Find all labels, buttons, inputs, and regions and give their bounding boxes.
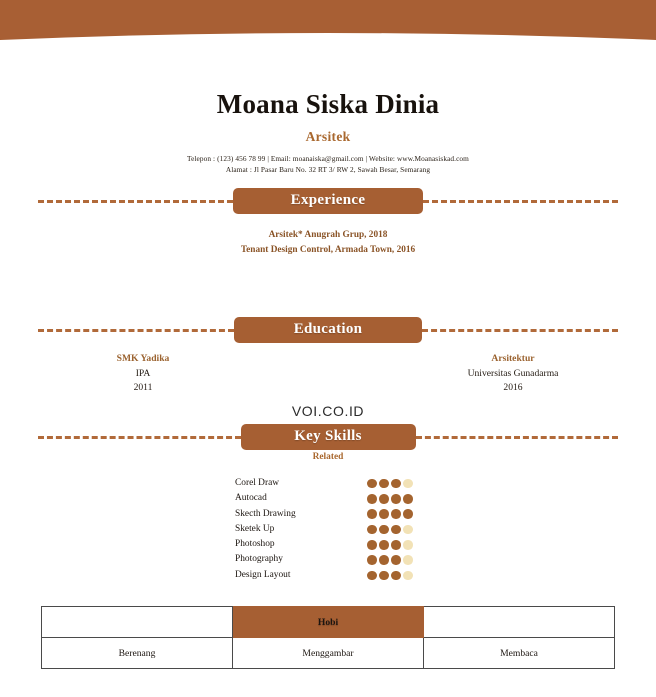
rating-dot-filled [367, 479, 377, 489]
rating-dot-filled [367, 555, 377, 565]
education-major: IPA [135, 367, 151, 379]
skill-row [235, 476, 435, 491]
rating-dot-filled [391, 571, 401, 581]
education-list [38, 352, 618, 396]
table-row [42, 607, 615, 638]
skill-label: Autocad [235, 493, 267, 504]
rating-dot-empty [403, 571, 413, 581]
rating-dot-filled [403, 494, 413, 504]
skill-row [235, 507, 435, 522]
education-year: 2011 [133, 382, 153, 394]
skill-label: Sketek Up [235, 523, 275, 534]
skill-row [235, 552, 435, 567]
experience-item: Arsitek* Anugrah Grup, 2018 [268, 230, 388, 240]
section-title-hobi: Hobi [233, 607, 424, 638]
rating-dot-empty [403, 555, 413, 565]
skill-rating-dots [367, 571, 413, 581]
hobi-table [41, 606, 615, 669]
rating-dot-empty [403, 479, 413, 489]
skill-label: Design Layout [235, 569, 291, 580]
rating-dot-filled [379, 571, 389, 581]
skill-row [235, 522, 435, 537]
section-title-key-skills: Key Skills [241, 424, 416, 450]
rating-dot-filled [367, 525, 377, 535]
education-entry [38, 352, 248, 396]
candidate-name: Moana Siska Dinia [216, 89, 440, 119]
section-title-education: Education [234, 317, 422, 343]
education-year: 2016 [503, 382, 523, 394]
rating-dot-filled [391, 540, 401, 550]
rating-dot-filled [379, 540, 389, 550]
hobi-item-cell: Menggambar [233, 638, 424, 669]
skill-rating-dots [367, 555, 413, 565]
watermark-text: VOI.CO.ID [291, 403, 365, 419]
hobi-blank-cell-right [424, 607, 615, 638]
hobi-blank-cell-left [42, 607, 233, 638]
candidate-job-title: Arsitek [305, 128, 351, 144]
skill-label: Photoshop [235, 539, 275, 550]
hobi-item-cell: Berenang [42, 638, 233, 669]
rating-dot-filled [403, 509, 413, 519]
rating-dot-filled [391, 509, 401, 519]
experience-list [0, 228, 656, 259]
section-header-experience [38, 188, 618, 214]
dashed-rule-right [422, 329, 618, 332]
rating-dot-filled [391, 494, 401, 504]
rating-dot-filled [379, 479, 389, 489]
section-header-education [38, 317, 618, 343]
skill-rating-dots [367, 494, 413, 504]
dashed-rule-right [423, 200, 618, 203]
dashed-rule-left [38, 329, 234, 332]
rating-dot-filled [379, 509, 389, 519]
rating-dot-filled [379, 494, 389, 504]
dashed-rule-left [38, 436, 241, 439]
education-school: Arsitektur [491, 353, 535, 364]
section-header-key-skills [38, 424, 618, 450]
rating-dot-filled [367, 494, 377, 504]
skill-row [235, 491, 435, 506]
experience-item: Tenant Design Control, Armada Town, 2016 [240, 245, 416, 256]
rating-dot-filled [367, 571, 377, 581]
contact-details: Telepon : (123) 456 78 99 | Email: moanaiska@gmail.com | Website: www.Moanasiskad.com [187, 153, 469, 163]
skill-label: Corel Draw [235, 477, 279, 488]
skills-list [235, 476, 435, 583]
rating-dot-empty [403, 540, 413, 550]
rating-dot-filled [391, 555, 401, 565]
dashed-rule-left [38, 200, 233, 203]
skill-rating-dots [367, 479, 413, 489]
skill-rating-dots [367, 540, 413, 550]
hobi-item-cell: Membaca [424, 638, 615, 669]
table-row [42, 638, 615, 669]
skills-subheading: Related [312, 452, 344, 462]
education-entry [408, 352, 618, 396]
rating-dot-filled [391, 479, 401, 489]
education-school: SMK Yadika [116, 353, 170, 364]
rating-dot-filled [379, 555, 389, 565]
rating-dot-filled [367, 509, 377, 519]
skill-label: Skecth Drawing [235, 508, 296, 519]
education-major: Universitas Gunadarma [467, 367, 559, 379]
address-details: Alamat : Jl Pasar Baru No. 32 RT 3/ RW 2, Sawah Besar, Semarang [225, 165, 431, 175]
section-title-experience: Experience [233, 188, 423, 214]
skill-row [235, 537, 435, 552]
rating-dot-empty [403, 525, 413, 535]
skill-label: Photography [235, 554, 283, 565]
resume-header [0, 90, 656, 176]
top-decorative-banner [0, 0, 656, 48]
rating-dot-filled [379, 525, 389, 535]
hobi-section [41, 606, 615, 669]
rating-dot-filled [391, 525, 401, 535]
dashed-rule-right [416, 436, 619, 439]
rating-dot-filled [367, 540, 377, 550]
skill-row [235, 568, 435, 583]
skill-rating-dots [367, 509, 413, 519]
skill-rating-dots [367, 525, 413, 535]
banner-shape [0, 0, 656, 48]
